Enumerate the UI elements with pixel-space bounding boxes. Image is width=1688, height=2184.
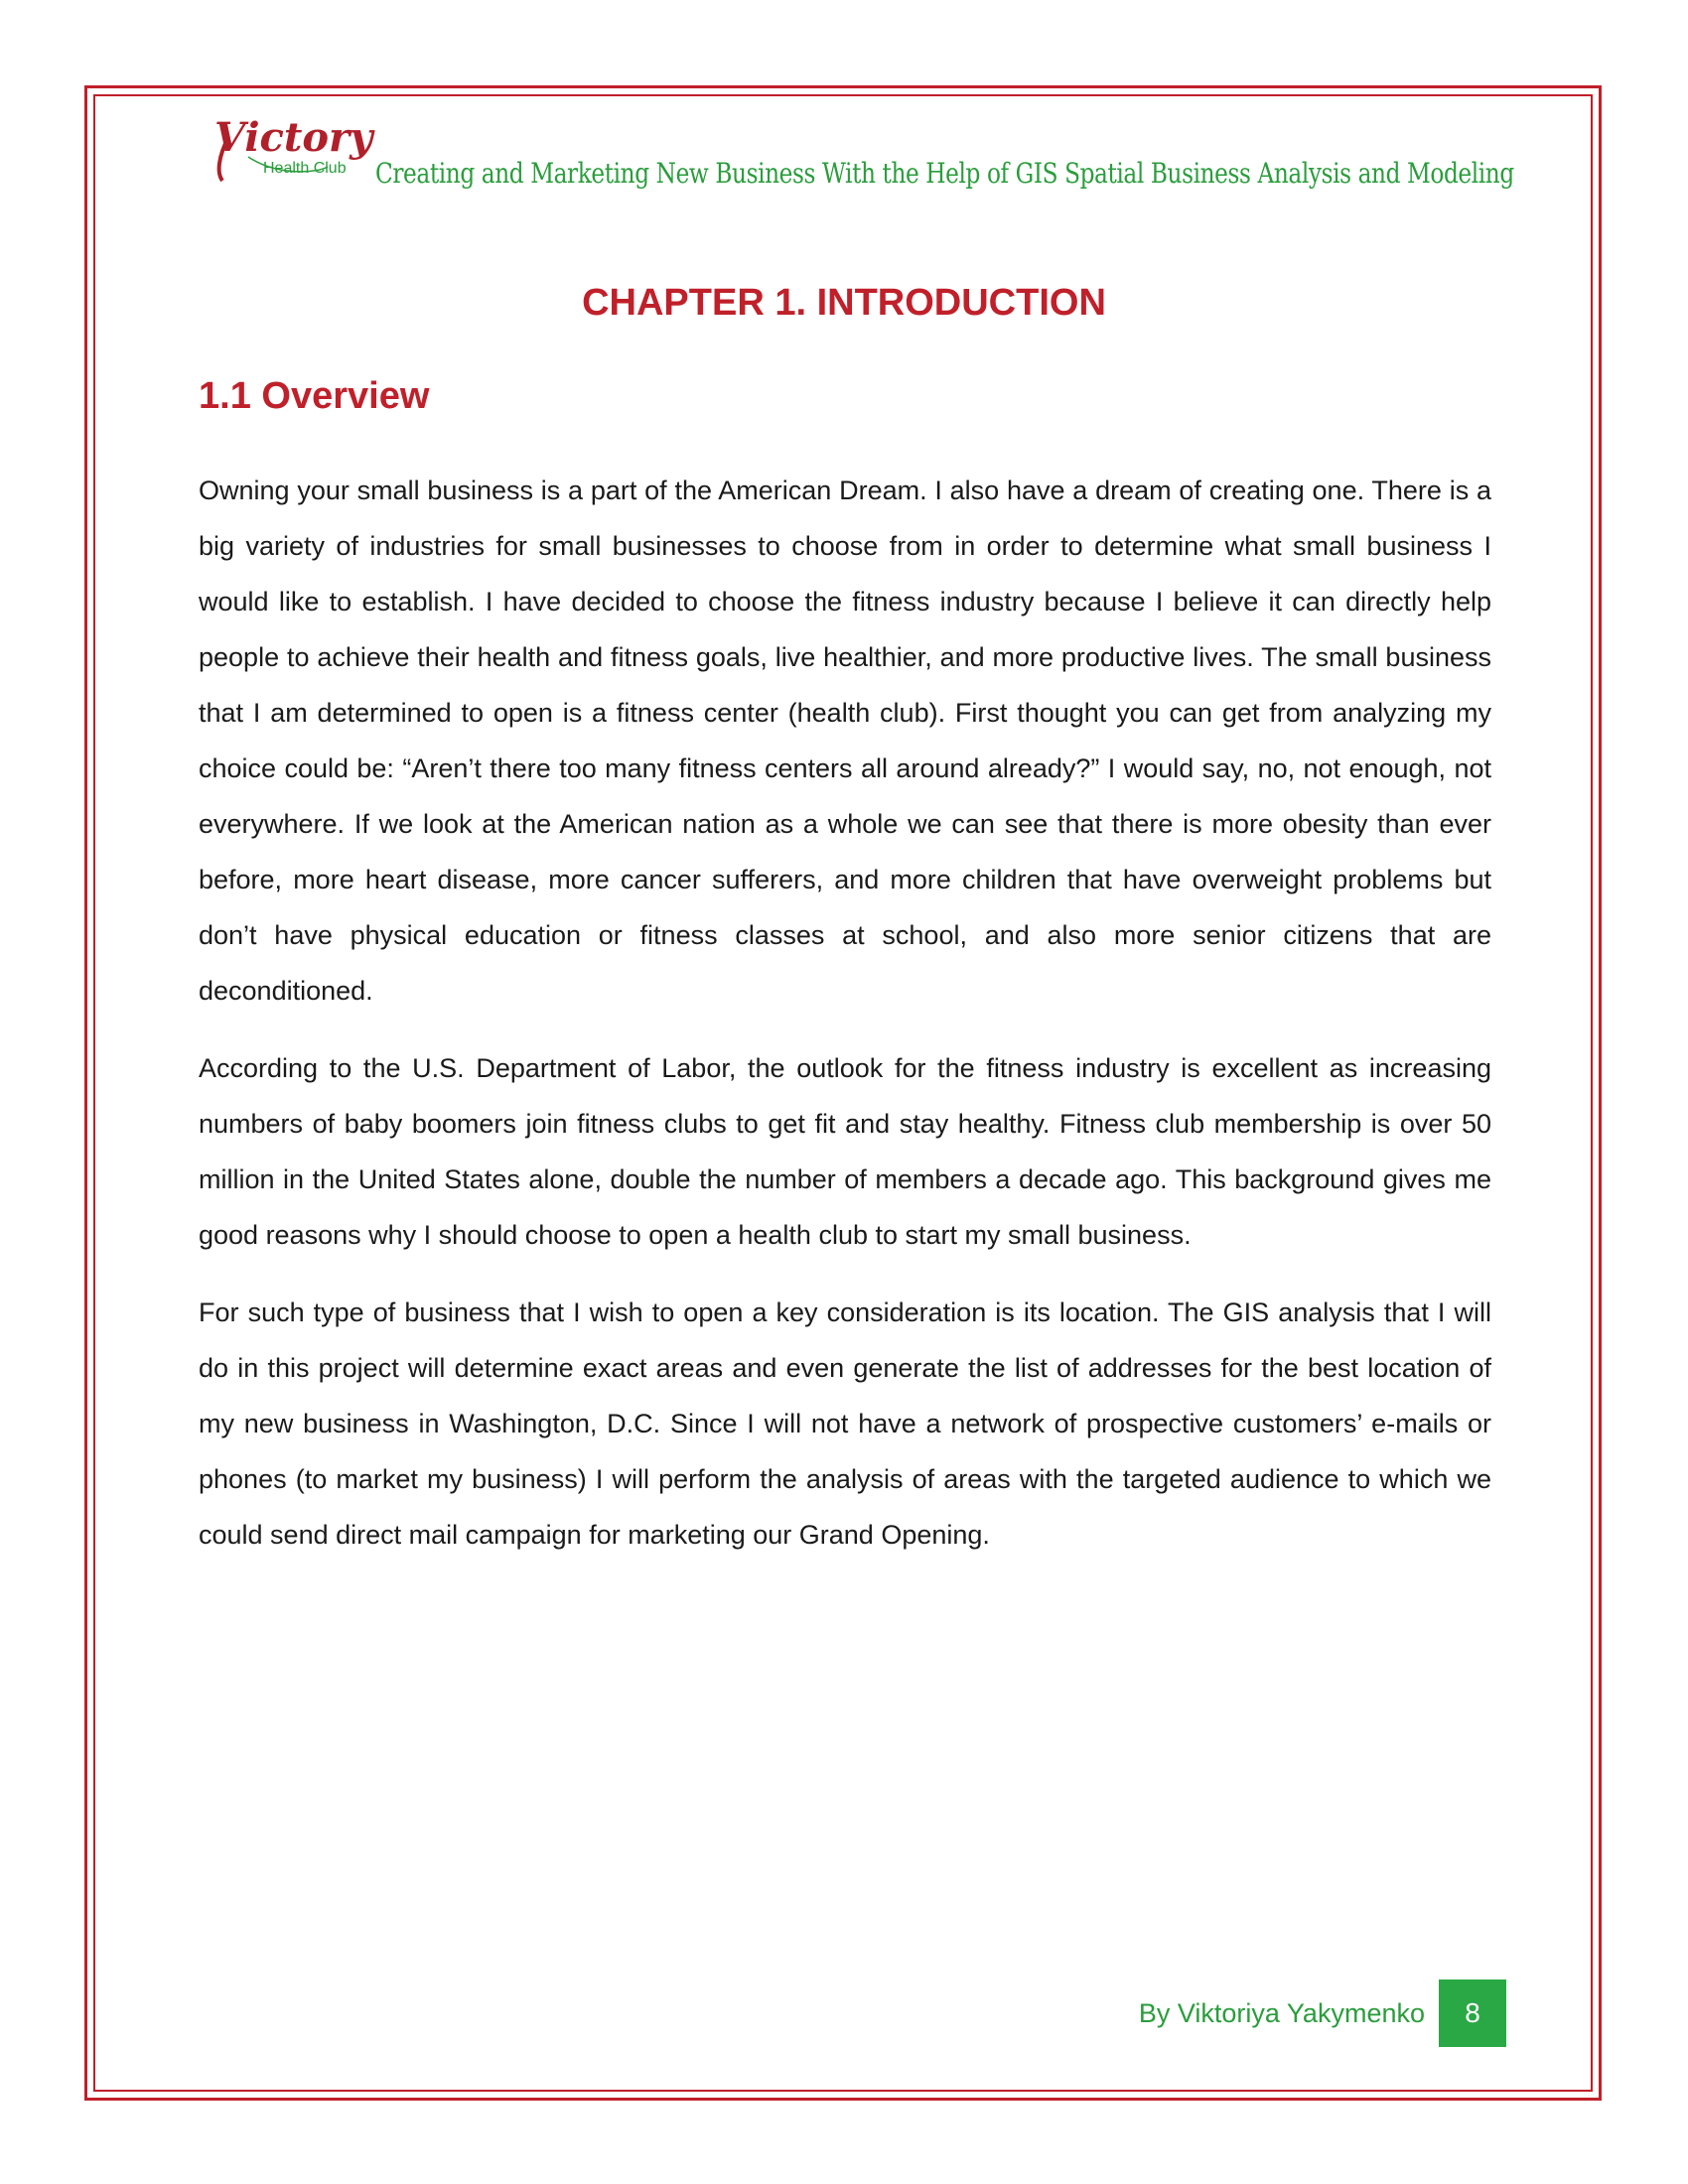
- footer-author: By Viktoriya Yakymenko: [1138, 1998, 1425, 2028]
- section-title: 1.1 Overview: [199, 375, 430, 417]
- logo-sub-text: Health Club: [263, 160, 347, 177]
- paragraph: According to the U.S. Department of Labor, the outlook for the fitness industry is excellent as increasing numbers of baby boomers join fitness clubs to get fit and stay healthy. Fitness club membership is over 50 million in the United States alone, double the number of members a decade ago. This background gives me good reasons why I should choose to open a health club to start my small business.: [199, 1053, 1491, 1250]
- paragraph: Owning your small business is a part of the American Dream. I also have a dream of creating one. There is a big variety of industries for small businesses to choose from in order to determine what small business I would like to establish. I have decided to choose the fitness industry because I believe it can directly help people to achieve their health and fitness goals, live healthier, and more productive lives. The small business that I am determined to open is a fitness center (health club). First thought you can get from analyzing my choice could be: “Aren’t there too many fitness centers all around already?” I would say, no, not enough, not everywhere. If we look at the American nation as a whole we can see that there is more obesity than ever before, more heart disease, more cancer sufferers, and more children that have overweight problems but don’t have physical education or fitness classes at school, and also more senior citizens that are deconditioned.: [199, 476, 1491, 1006]
- header-title: Creating and Marketing New Business With the Help of GIS Spatial Business Analysis and Modeling: [375, 157, 1514, 190]
- page-number-badge: 8: [1439, 1979, 1506, 2047]
- body-text: [199, 463, 1491, 1584]
- chapter-title: CHAPTER 1. INTRODUCTION: [582, 282, 1106, 324]
- paragraph: For such type of business that I wish to open a key consideration is its location. The GIS analysis that I will do in this project will determine exact areas and even generate the list of addresses for the best location of my new business in Washington, D.C. Since I will not have a network of prospective customers’ e-mails or phones (to market my business) I will perform the analysis of areas with the targeted audience to which we could send direct mail campaign for marketing our Grand Opening.: [199, 1297, 1491, 1550]
- victory-health-club-logo: [209, 107, 377, 187]
- logo-brand-text: Victory: [214, 114, 373, 161]
